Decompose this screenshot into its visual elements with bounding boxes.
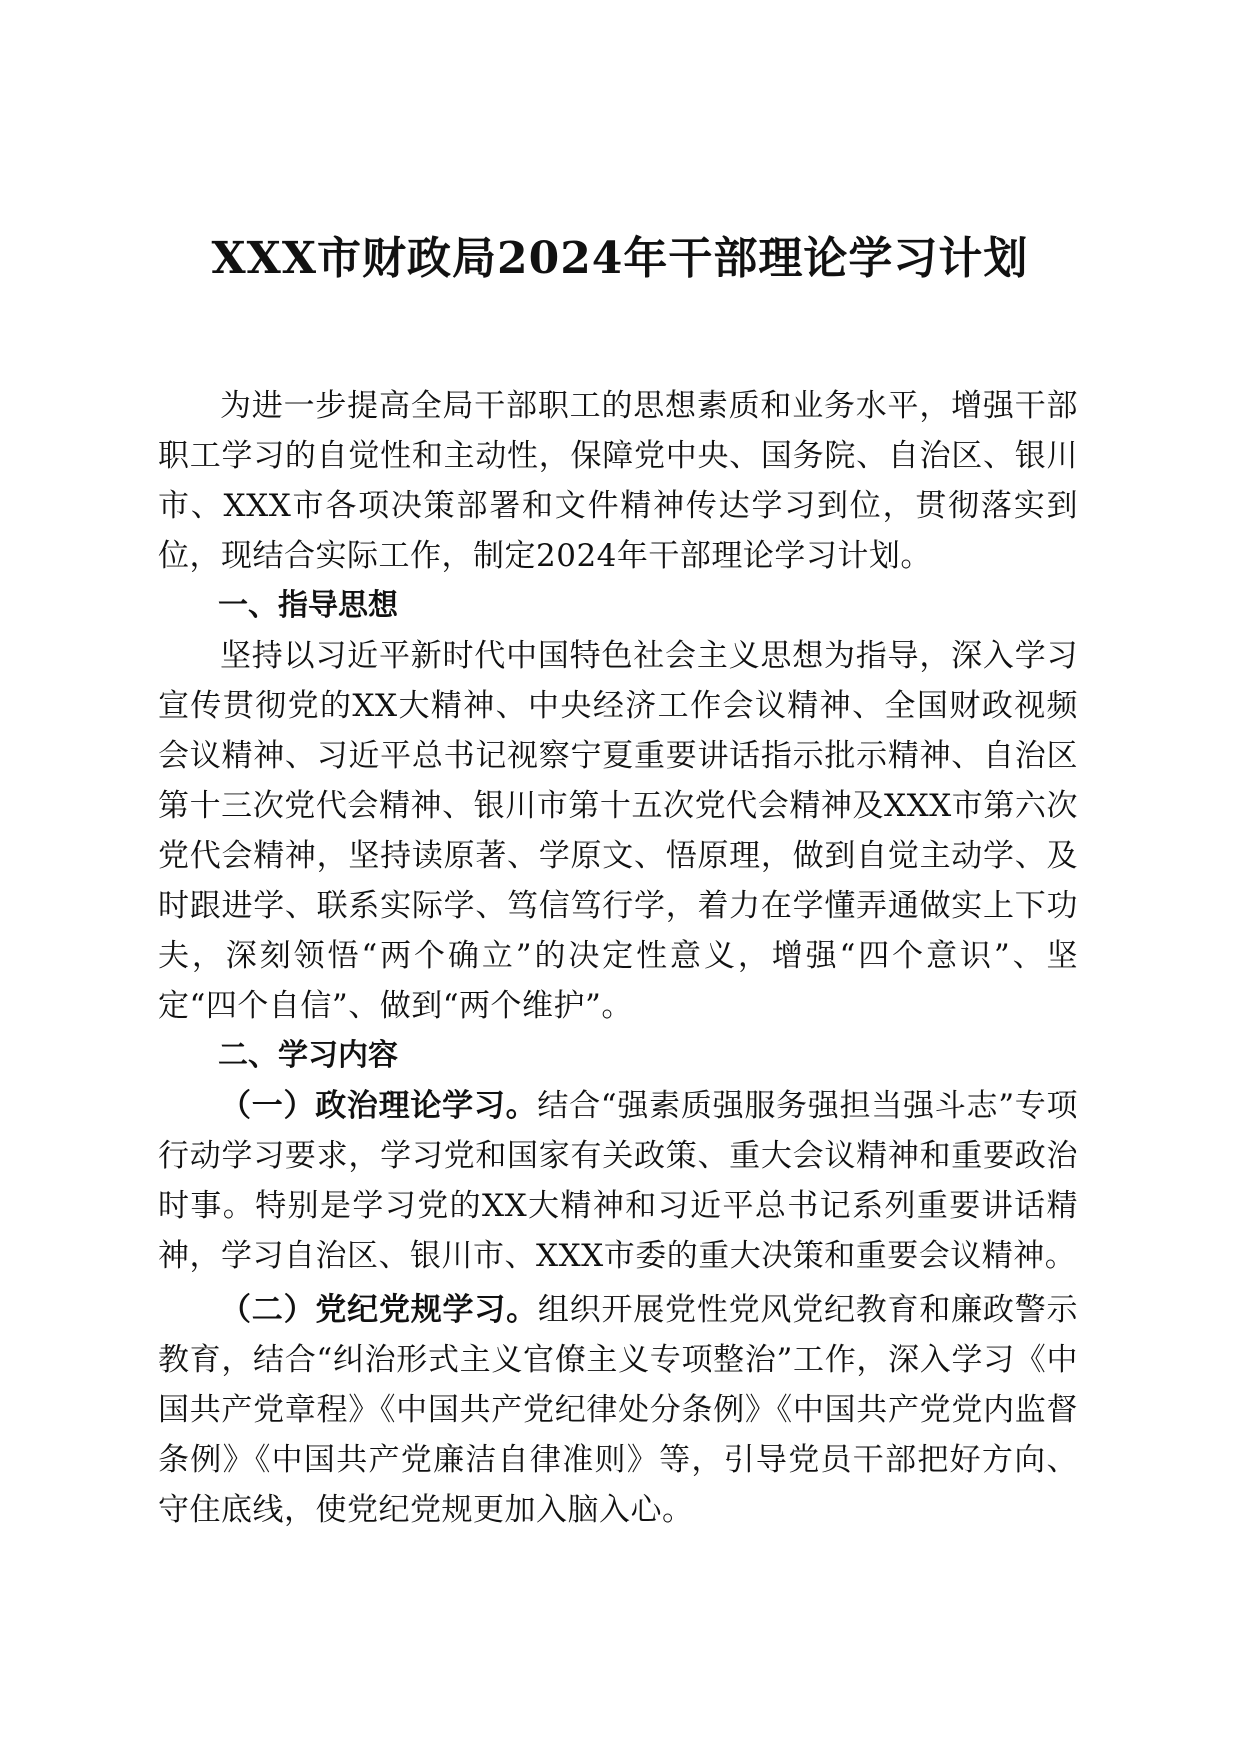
party-discipline-lead: （二）党纪党规学习。 xyxy=(220,1292,538,1328)
guiding-ideology-paragraph: 坚持以习近平新时代中国特色社会主义思想为指导，深入学习宣传贯彻党的XX大精神、中央经济工作会议精神、全国财政视频会议精神、习近平总书记视察宁夏重要讲话指示批示精神、自治区第十三次党代会精神、银川市第十五次党代会精神及XXX市第六次党代会精神，坚持读原著、学原文、悟原理，做到自觉主动学、及时跟进学、联系实际学、笃信笃行学，着力在学懂弄通做实上下功夫，深刻领悟“两个确立”的决定性意义，增强“四个意识”、坚定“四个自信”、做到“两个维护”。 xyxy=(158,638,1078,1024)
party-discipline-text: 组织开展党性党风党纪教育和廉政警示教育，结合“纠治形式主义官僚主义专项整治”工作，深入学习《中国共产党章程》《中国共产党纪律处分条例》《中国共产党党内监督条例》《中国共产党廉洁自律准则》等，引导党员干部把好方向、守住底线，使党纪党规更加入脑入心。 xyxy=(158,1292,1079,1528)
political-theory-text: 结合“强素质强服务强担当强斗志”专项行动学习要求，学习党和国家有关政策、重大会议精神和重要政治时事。特别是学习党的XX大精神和习近平总书记系列重要讲话精神，学习自治区、银川市、XXX市委的重大决策和重要会议精神。 xyxy=(158,1088,1079,1274)
document-body xyxy=(158,381,1078,1535)
party-discipline-paragraph xyxy=(158,1285,1078,1535)
section-heading-guiding-ideology: 一、指导思想 xyxy=(218,588,398,623)
political-theory-paragraph xyxy=(158,1081,1078,1281)
section-heading-study-content: 二、学习内容 xyxy=(218,1038,398,1073)
intro-paragraph: 为进一步提高全局干部职工的思想素质和业务水平，增强干部职工学习的自觉性和主动性，保障党中央、国务院、自治区、银川市、XXX市各项决策部署和文件精神传达学习到位，贯彻落实到位，现结合实际工作，制定2024年干部理论学习计划。 xyxy=(158,388,1078,574)
document-title: XXX市财政局2024年干部理论学习计划 xyxy=(211,233,1029,284)
political-theory-lead: （一）政治理论学习。 xyxy=(220,1088,538,1124)
